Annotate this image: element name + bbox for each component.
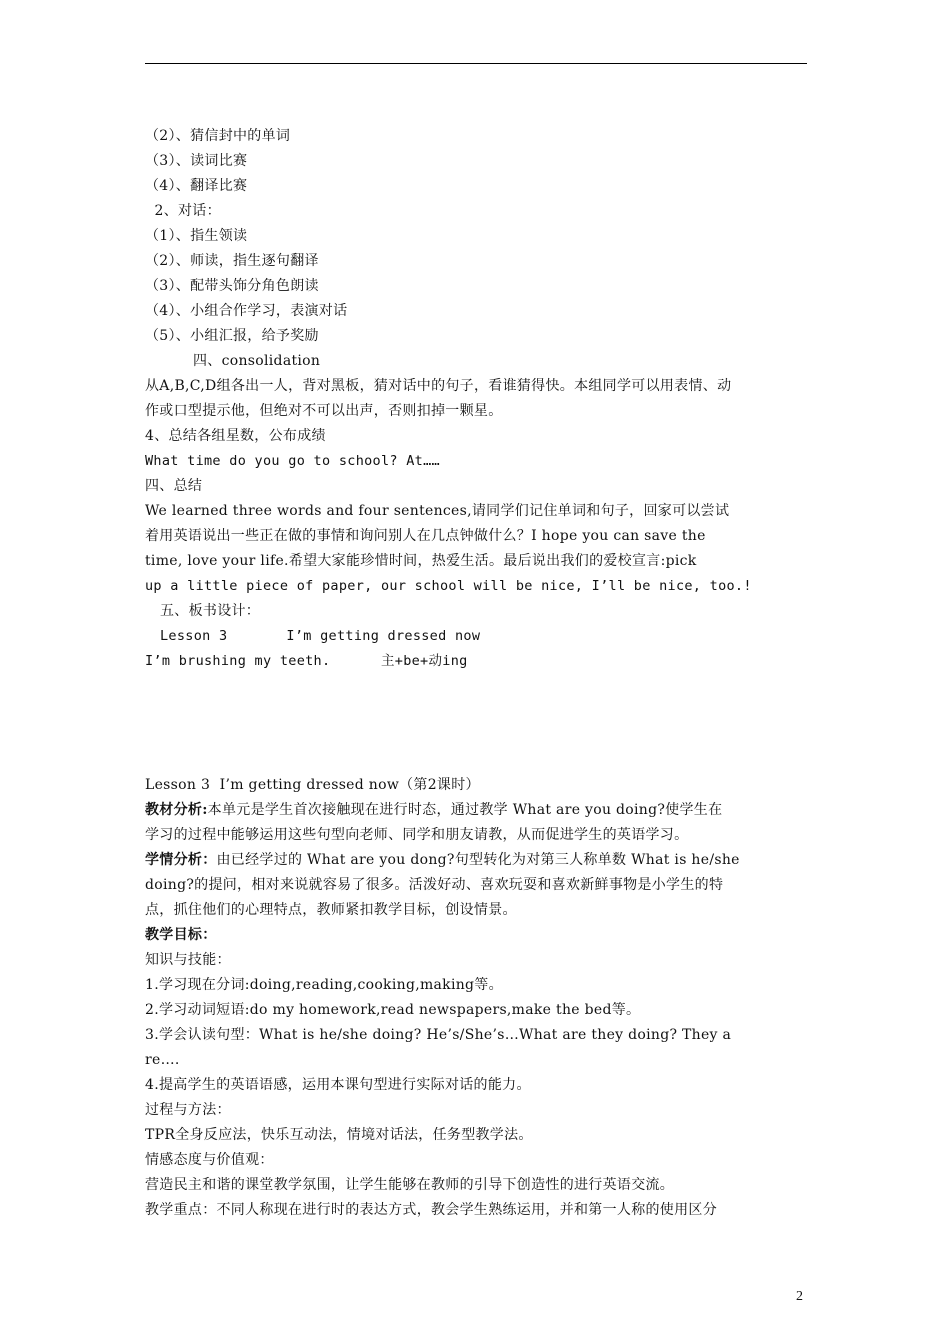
section-heading: 教学目标： [145,927,217,943]
text-line: （3）、配带头饰分角色朗读 [145,278,319,294]
text-line: （4）、翻译比赛 [145,178,248,194]
text-line: 1.学习现在分词:doing,reading,cooking,making等。 [145,977,503,993]
label-student-analysis: 学情分析： [145,852,217,868]
text-line: （1）、指生领读 [145,228,248,244]
board-design-line: Lesson 3 I’m getting dressed now [160,628,481,644]
text-line: 点，抓住他们的心理特点，教师紧扣教学目标，创设情景。 [145,902,517,918]
text-line: up a little piece of paper, our school will be nice, I’ll be nice, too.! [145,578,752,594]
text-line: TPR全身反应法，快乐互动法，情境对话法，任务型教学法。 [145,1127,533,1143]
text-line: 2、对话： [145,203,221,219]
text-line: （4）、小组合作学习，表演对话 [145,303,348,319]
text-line: （5）、小组汇报，给予奖励 [145,328,319,344]
section-heading: 四、总结 [145,478,203,494]
text-line: 4、总结各组星数，公布成绩 [145,428,326,444]
text-line: 情感态度与价值观： [145,1152,274,1168]
text-line: 知识与技能： [145,952,231,968]
section-heading: 五、板书设计： [160,603,261,619]
text-line: （2）、师读，指生逐句翻译 [145,253,319,269]
text-line: 学习的过程中能够运用这些句型向老师、同学和朋友请教，从而促进学生的英语学习。 [145,827,689,843]
text-line: （2）、猜信封中的单词 [145,128,291,144]
text-line: 3.学会认读句型：What is he/she doing? He’s/She’s…What are they doing? They a [145,1027,732,1043]
text-line: 作或口型提示他，但绝对不可以出声，否则扣掉一颗星。 [145,403,503,419]
text-line: （3）、读词比赛 [145,153,248,169]
page-number: 2 [796,1289,803,1304]
board-design-line: I’m brushing my teeth. 主+be+动ing [145,653,468,669]
text-line: 从A,B,C,D组各出一人，背对黑板，猜对话中的句子，看谁猜得快。本组同学可以用表情、动 [145,378,732,394]
text-line: 教学重点：不同人称现在进行时的表达方式，教会学生熟练运用，并和第一人称的使用区分 [145,1202,717,1218]
header-rule [145,63,807,64]
text-line: 教材分析:本单元是学生首次接触现在进行时态，通过教学 What are you doing?使学生在 [145,802,723,818]
text-line: 2.学习动词短语:do my homework,read newspapers,make the bed等。 [145,1002,641,1018]
lesson-title: Lesson 3 I’m getting dressed now（第2课时） [145,777,480,793]
text-line: 学情分析：由已经学过的 What are you dong?句型转化为对第三人称单数 What is he/she [145,852,740,868]
section-heading: 四、consolidation [193,353,321,369]
text-line: 过程与方法： [145,1102,231,1118]
text-line: We learned three words and four sentences,请同学们记住单词和句子，回家可以尝试 [145,503,730,519]
text-line: time, love your life.希望大家能珍惜时间，热爱生活。最后说出我们的爱校宣言:pick [145,553,697,569]
label-material-analysis: 教材分析: [145,802,208,818]
text-line: What time do you go to school? At…… [145,453,440,469]
text-line: 着用英语说出一些正在做的事情和询问别人在几点钟做什么？I hope you can save the [145,528,706,544]
text-line: re…. [145,1052,180,1068]
text-line: 营造民主和谐的课堂教学氛围，让学生能够在教师的引导下创造性的进行英语交流。 [145,1177,675,1193]
text-line: doing?的提问，相对来说就容易了很多。活泼好动、喜欢玩耍和喜欢新鲜事物是小学生的特 [145,877,724,893]
text-line: 4.提高学生的英语语感，运用本课句型进行实际对话的能力。 [145,1077,531,1093]
